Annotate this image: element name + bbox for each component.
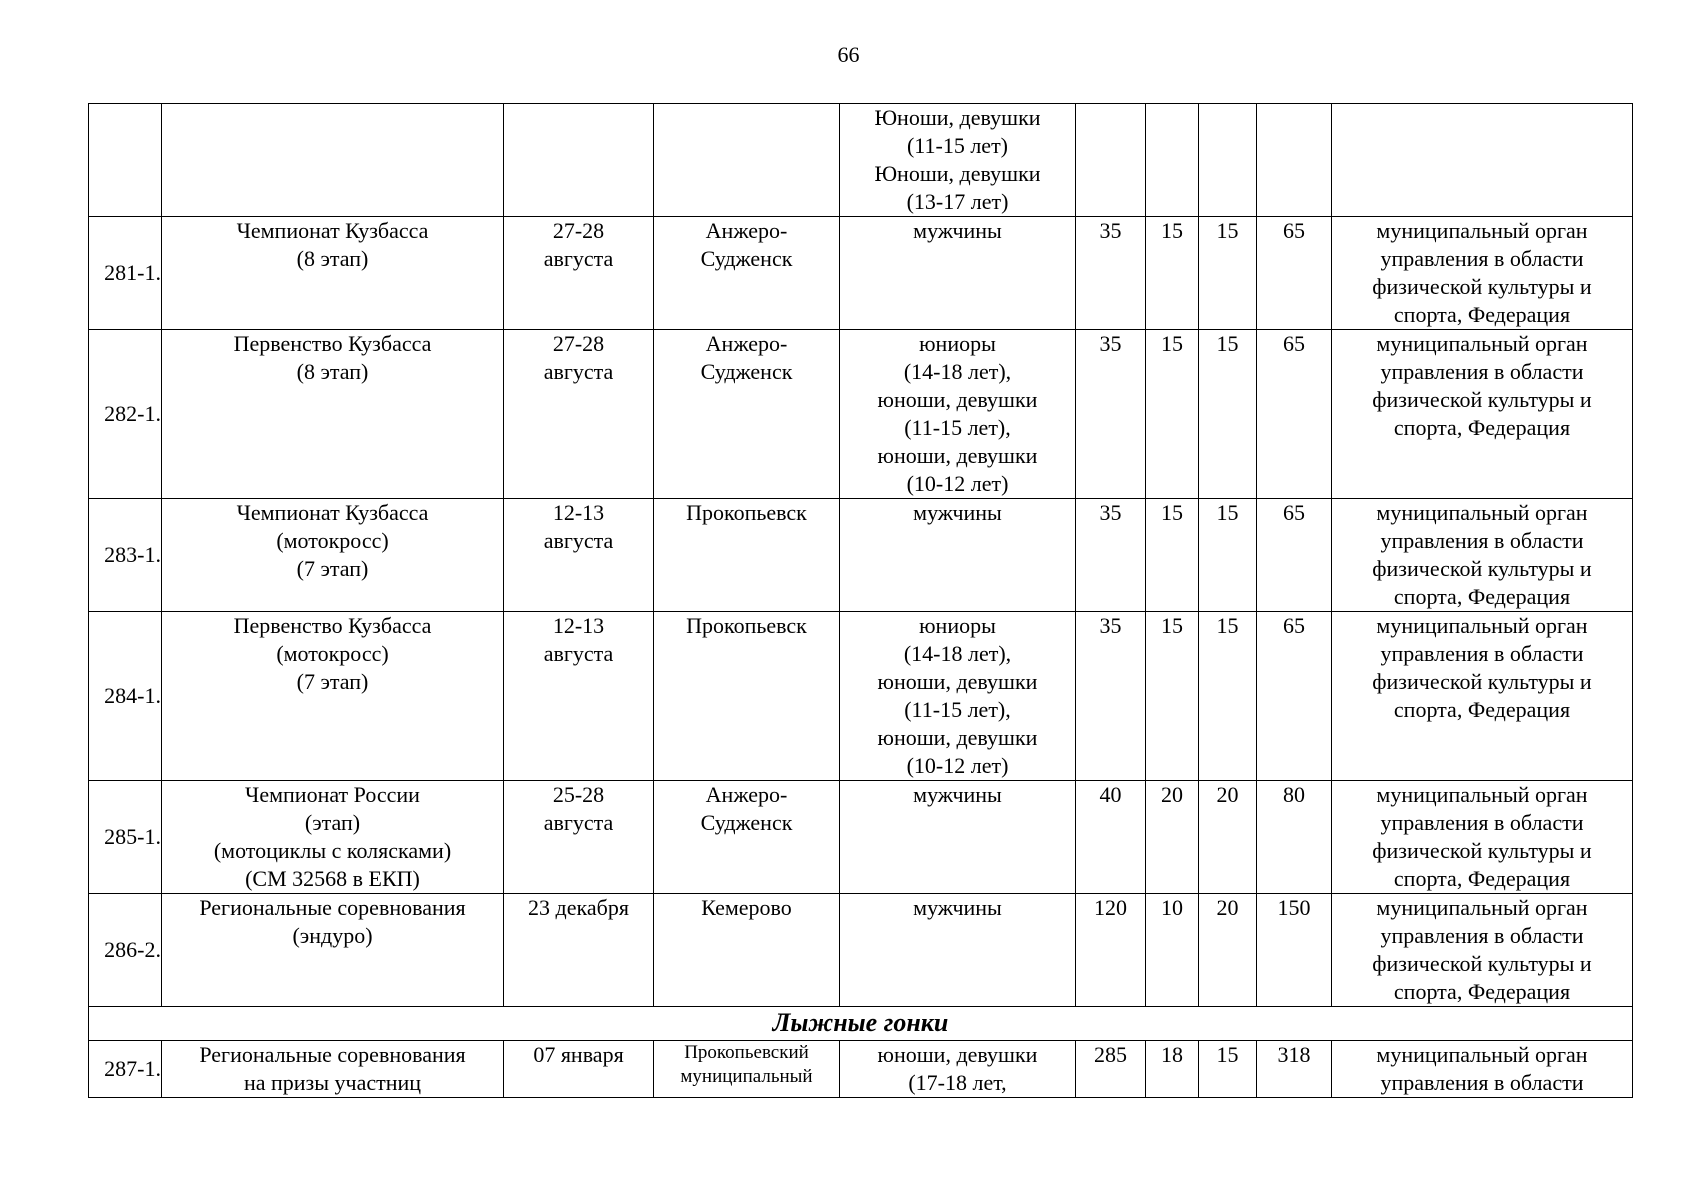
total-cell: 65: [1257, 330, 1332, 499]
dates-cell: [504, 330, 654, 499]
dates-cell: [504, 894, 654, 1007]
participants-cell-line: мужчины: [913, 895, 1002, 920]
participants-cell-line: (14-18 лет),: [903, 641, 1012, 666]
row-number-cell: [89, 104, 162, 217]
total-cell: 150: [1257, 894, 1332, 1007]
section-header-row: [89, 1007, 1633, 1041]
event-name-cell: [162, 1041, 504, 1098]
count-cell-3: [1199, 104, 1257, 217]
place-cell-line: Анжеро-: [705, 331, 788, 356]
organizer-cell-line: спорта, Федерация: [1393, 697, 1571, 722]
dates-cell-line: 23 декабря: [528, 895, 629, 920]
organizer-cell-line: муниципальный орган: [1376, 500, 1588, 525]
total-cell: 65: [1257, 499, 1332, 612]
row-number-cell: 287-1.: [89, 1041, 162, 1098]
place-cell-line: Прокопьевск: [686, 613, 807, 638]
organizer-cell-line: муниципальный орган: [1376, 895, 1588, 920]
count-cell-1: 40: [1076, 781, 1146, 894]
table-row: [89, 781, 1633, 894]
event-name-cell: [162, 894, 504, 1007]
organizer-cell-line: спорта, Федерация: [1393, 302, 1571, 327]
events-table: [88, 103, 1633, 1098]
event-name-cell-line: Чемпионат Кузбасса: [236, 500, 429, 525]
place-cell-line: Анжеро-: [705, 782, 788, 807]
organizer-cell-line: физической культуры и: [1372, 556, 1592, 581]
place-cell-line: муниципальный: [680, 1066, 813, 1087]
organizer-cell-line: управления в области: [1380, 246, 1584, 271]
place-cell: [654, 104, 840, 217]
event-name-cell: [162, 781, 504, 894]
organizer-cell-line: физической культуры и: [1372, 951, 1592, 976]
table-row: [89, 894, 1633, 1007]
count-cell-2: 15: [1146, 612, 1199, 781]
organizer-cell-line: физической культуры и: [1372, 838, 1592, 863]
table-row: [89, 499, 1633, 612]
place-cell-line: Анжеро-: [705, 218, 788, 243]
dates-cell-line: августа: [543, 359, 614, 384]
count-cell-2: 18: [1146, 1041, 1199, 1098]
event-name-cell-line: Региональные соревнования: [199, 895, 466, 920]
count-cell-1: 120: [1076, 894, 1146, 1007]
organizer-cell: [1332, 1041, 1633, 1098]
participants-cell: [840, 104, 1076, 217]
place-cell: [654, 612, 840, 781]
organizer-cell: [1332, 612, 1633, 781]
place-cell: [654, 217, 840, 330]
table-row: [89, 1041, 1633, 1098]
organizer-cell-line: управления в области: [1380, 528, 1584, 553]
dates-cell-line: августа: [543, 810, 614, 835]
count-cell-2: 10: [1146, 894, 1199, 1007]
total-cell: 318: [1257, 1041, 1332, 1098]
event-name-cell: [162, 330, 504, 499]
count-cell-3: 15: [1199, 1041, 1257, 1098]
row-number-cell: 284-1.: [89, 612, 162, 781]
participants-cell-line: мужчины: [913, 218, 1002, 243]
row-number-cell: 283-1.: [89, 499, 162, 612]
place-cell-line: Судженск: [700, 810, 793, 835]
place-cell-line: Кемерово: [701, 895, 792, 920]
total-cell: 65: [1257, 612, 1332, 781]
organizer-cell-line: управления в области: [1380, 1070, 1584, 1095]
event-name-cell-line: Региональные соревнования: [199, 1042, 466, 1067]
dates-cell: [504, 217, 654, 330]
dates-cell-line: августа: [543, 528, 614, 553]
organizer-cell-line: физической культуры и: [1372, 274, 1592, 299]
participants-cell-line: мужчины: [913, 782, 1002, 807]
place-cell-line: Прокопьевск: [686, 500, 807, 525]
event-name-cell-line: Чемпионат Кузбасса: [236, 218, 429, 243]
count-cell-1: 35: [1076, 217, 1146, 330]
place-cell: [654, 781, 840, 894]
event-name-cell-line: (эндуро): [292, 923, 373, 948]
dates-cell: [504, 781, 654, 894]
event-name-cell-line: Первенство Кузбасса: [233, 613, 432, 638]
participants-cell: [840, 499, 1076, 612]
place-cell-line: Судженск: [700, 359, 793, 384]
event-name-cell-line: (7 этап): [296, 669, 369, 694]
dates-cell-line: 07 января: [533, 1042, 624, 1067]
page-number: 66: [837, 42, 860, 67]
dates-cell-line: 27-28: [552, 218, 605, 243]
event-name-cell: [162, 104, 504, 217]
row-number-cell: 282-1.: [89, 330, 162, 499]
participants-cell-line: юниоры: [919, 331, 996, 356]
dates-cell: [504, 104, 654, 217]
participants-cell: [840, 1041, 1076, 1098]
participants-cell-line: (17-18 лет,: [908, 1070, 1007, 1095]
place-cell-line: Судженск: [700, 246, 793, 271]
section-title: Лыжные гонки: [89, 1007, 1633, 1041]
dates-cell-line: 25-28: [552, 782, 605, 807]
participants-cell-line: юниоры: [919, 613, 996, 638]
place-cell: [654, 499, 840, 612]
dates-cell-line: 27-28: [552, 331, 605, 356]
event-name-cell-line: (8 этап): [296, 246, 369, 271]
dates-cell: [504, 499, 654, 612]
count-cell-3: 20: [1199, 781, 1257, 894]
place-cell: [654, 1041, 840, 1098]
participants-cell: [840, 612, 1076, 781]
organizer-cell-line: управления в области: [1380, 359, 1584, 384]
dates-cell: [504, 612, 654, 781]
count-cell-1: 35: [1076, 330, 1146, 499]
organizer-cell-line: спорта, Федерация: [1393, 979, 1571, 1004]
count-cell-3: 15: [1199, 499, 1257, 612]
event-name-cell-line: Первенство Кузбасса: [233, 331, 432, 356]
event-name-cell-line: (мотокросс): [276, 641, 389, 666]
count-cell-3: 20: [1199, 894, 1257, 1007]
event-name-cell-line: (мотоциклы с колясками): [213, 838, 452, 863]
table-row: [89, 330, 1633, 499]
participants-cell-line: юноши, девушки: [877, 669, 1038, 694]
participants-cell: [840, 894, 1076, 1007]
organizer-cell-line: управления в области: [1380, 810, 1584, 835]
organizer-cell-line: спорта, Федерация: [1393, 415, 1571, 440]
organizer-cell-line: физической культуры и: [1372, 387, 1592, 412]
participants-cell-line: (11-15 лет),: [904, 697, 1011, 722]
organizer-cell: [1332, 217, 1633, 330]
event-name-cell-line: (7 этап): [296, 556, 369, 581]
participants-cell-line: юноши, девушки: [877, 725, 1038, 750]
place-cell: [654, 894, 840, 1007]
count-cell-2: 15: [1146, 330, 1199, 499]
place-cell: [654, 330, 840, 499]
event-name-cell-line: (СМ 32568 в ЕКП): [245, 866, 420, 891]
event-name-cell-line: (мотокросс): [276, 528, 389, 553]
participants-cell-line: юноши, девушки: [877, 387, 1038, 412]
count-cell-1: 285: [1076, 1041, 1146, 1098]
organizer-cell-line: спорта, Федерация: [1393, 866, 1571, 891]
organizer-cell-line: муниципальный орган: [1376, 1042, 1588, 1067]
table-row: [89, 612, 1633, 781]
organizer-cell-line: муниципальный орган: [1376, 218, 1588, 243]
event-name-cell: [162, 499, 504, 612]
dates-cell: [504, 1041, 654, 1098]
count-cell-3: 15: [1199, 612, 1257, 781]
participants-cell-line: (13-17 лет): [906, 189, 1009, 214]
count-cell-1: [1076, 104, 1146, 217]
participants-cell-line: (14-18 лет),: [903, 359, 1012, 384]
organizer-cell-line: физической культуры и: [1372, 669, 1592, 694]
participants-cell-line: (10-12 лет): [906, 753, 1009, 778]
participants-cell-line: (11-15 лет): [906, 133, 1009, 158]
dates-cell-line: августа: [543, 641, 614, 666]
participants-cell-line: (11-15 лет),: [904, 415, 1011, 440]
participants-cell-line: (10-12 лет): [906, 471, 1009, 496]
event-name-cell: [162, 612, 504, 781]
row-number-cell: 286-2.: [89, 894, 162, 1007]
organizer-cell: [1332, 330, 1633, 499]
organizer-cell-line: спорта, Федерация: [1393, 584, 1571, 609]
event-name-cell-line: Чемпионат России: [245, 782, 420, 807]
count-cell-2: 15: [1146, 499, 1199, 612]
organizer-cell: [1332, 499, 1633, 612]
participants-cell-line: мужчины: [913, 500, 1002, 525]
organizer-cell-line: муниципальный орган: [1376, 782, 1588, 807]
organizer-cell-line: муниципальный орган: [1376, 331, 1588, 356]
organizer-cell-line: управления в области: [1380, 641, 1584, 666]
event-name-cell-line: (этап): [304, 810, 361, 835]
organizer-cell-line: управления в области: [1380, 923, 1584, 948]
event-name-cell-line: на призы участниц: [243, 1070, 422, 1095]
place-cell-line: Прокопьевский: [684, 1042, 809, 1063]
total-cell: 65: [1257, 217, 1332, 330]
participants-cell: [840, 781, 1076, 894]
total-cell: 80: [1257, 781, 1332, 894]
participants-cell-line: Юноши, девушки: [874, 161, 1041, 186]
row-number-cell: 281-1.: [89, 217, 162, 330]
organizer-cell: [1332, 104, 1633, 217]
count-cell-2: [1146, 104, 1199, 217]
row-number-cell: 285-1.: [89, 781, 162, 894]
participants-cell-line: Юноши, девушки: [874, 105, 1041, 130]
count-cell-2: 15: [1146, 217, 1199, 330]
organizer-cell-line: муниципальный орган: [1376, 613, 1588, 638]
table-row: [89, 104, 1633, 217]
event-name-cell-line: (8 этап): [296, 359, 369, 384]
participants-cell-line: юноши, девушки: [877, 443, 1038, 468]
count-cell-1: 35: [1076, 612, 1146, 781]
organizer-cell: [1332, 781, 1633, 894]
count-cell-3: 15: [1199, 217, 1257, 330]
dates-cell-line: августа: [543, 246, 614, 271]
dates-cell-line: 12-13: [552, 500, 605, 525]
table-row: [89, 217, 1633, 330]
total-cell: [1257, 104, 1332, 217]
dates-cell-line: 12-13: [552, 613, 605, 638]
organizer-cell: [1332, 894, 1633, 1007]
participants-cell-line: юноши, девушки: [877, 1042, 1038, 1067]
event-name-cell: [162, 217, 504, 330]
count-cell-2: 20: [1146, 781, 1199, 894]
participants-cell: [840, 217, 1076, 330]
count-cell-3: 15: [1199, 330, 1257, 499]
participants-cell: [840, 330, 1076, 499]
count-cell-1: 35: [1076, 499, 1146, 612]
